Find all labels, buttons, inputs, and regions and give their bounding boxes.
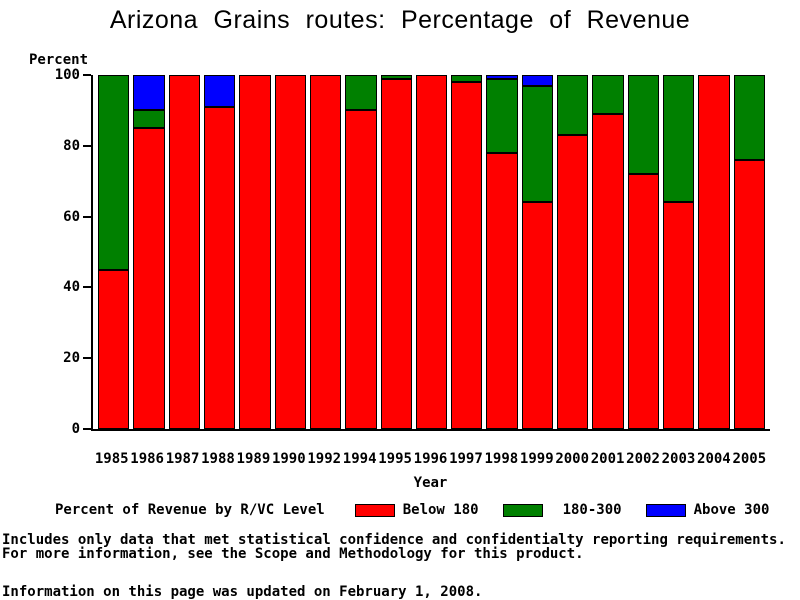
legend-label-below-180: Below 180 [402,502,479,518]
y-tick-label-100: 100 [54,67,80,83]
legend-swatch-above-300 [646,504,686,517]
bar-segment-180-300 [734,75,765,160]
bar-segment-below-180 [204,107,235,429]
y-tick-mark-20 [83,357,91,359]
y-tick-label-60: 60 [63,208,80,225]
bar-segment-below-180 [557,135,588,429]
bar-1997 [451,75,482,429]
x-tick-label-2004: 2004 [697,451,731,467]
bar-segment-180-300 [98,75,129,270]
y-tick-label-20: 20 [63,350,80,367]
chart-title: Arizona Grains routes: Percentage of Revenue [109,6,691,34]
bar-segment-below-180 [698,75,729,429]
bar-segment-below-180 [381,79,412,429]
y-tick-mark-60 [83,216,91,218]
bar-segment-below-180 [663,202,694,429]
bar-segment-below-180 [133,128,164,429]
bar-1999 [522,75,553,429]
bar-2000 [557,75,588,429]
legend-items [355,502,770,518]
legend [55,502,769,518]
x-tick-label-2005: 2005 [732,451,767,467]
x-tick-label-1999: 1999 [519,451,554,467]
bar-1988 [204,75,235,429]
legend-item-below-180 [355,502,479,518]
bar-segment-below-180 [345,110,376,429]
bar-segment-below-180 [734,160,765,429]
bar-2002 [628,75,659,429]
bar-1986 [133,75,164,429]
bar-segment-above-300 [522,75,553,86]
x-tick-label-2002: 2002 [626,451,660,467]
bar-2003 [663,75,694,429]
bar-segment-above-300 [133,75,164,110]
legend-swatch-180-300 [503,504,543,517]
bar-segment-180-300 [133,110,164,128]
y-tick-mark-40 [83,286,91,288]
bar-1985 [98,75,129,429]
y-tick-mark-100 [83,74,91,76]
x-tick-label-1997: 1997 [449,451,483,467]
bar-segment-180-300 [451,75,482,82]
y-tick-label-0: 0 [71,421,80,437]
bar-segment-180-300 [628,75,659,174]
y-tick-mark-80 [83,145,91,147]
bar-segment-below-180 [592,114,623,429]
bar-1994 [345,75,376,429]
bar-segment-180-300 [663,75,694,202]
x-tick-label-1987: 1987 [165,451,200,467]
legend-label-above-300: Above 300 [693,502,770,518]
bar-segment-180-300 [345,75,376,110]
bar-segment-above-300 [204,75,235,107]
bar-segment-below-180 [522,202,553,429]
bar-segment-180-300 [592,75,623,114]
x-tick-label-1988: 1988 [201,451,235,467]
bar-1990 [275,75,306,429]
bar-segment-below-180 [169,75,200,429]
bar-1987 [169,75,200,429]
legend-label-180-300: 180-300 [562,502,622,518]
bar-1989 [239,75,270,429]
bar-1992 [310,75,341,429]
x-tick-label-2003: 2003 [661,451,696,467]
footer-note-line-2: For more information, see the Scope and Methodology for this product. [2,545,584,562]
x-tick-label-1990: 1990 [271,451,306,467]
x-tick-label-1996: 1996 [413,451,448,467]
bars-container [93,75,770,429]
x-tick-label-1992: 1992 [307,451,342,467]
bar-segment-below-180 [98,270,129,429]
bar-1995 [381,75,412,429]
legend-title: Percent of Revenue by R/VC Level [55,502,325,518]
x-tick-label-2001: 2001 [590,451,625,467]
y-tick-label-40: 40 [63,279,80,296]
bar-segment-below-180 [310,75,341,429]
x-tick-label-1989: 1989 [236,451,271,467]
bar-segment-180-300 [522,86,553,203]
bar-2004 [698,75,729,429]
x-tick-label-1995: 1995 [378,451,412,467]
x-tick-label-1985: 1985 [94,451,129,467]
y-axis-title: Percent [29,52,89,68]
y-tick-mark-0 [83,428,91,430]
bar-segment-below-180 [239,75,270,429]
bar-segment-below-180 [451,82,482,429]
bar-segment-below-180 [628,174,659,429]
bar-2005 [734,75,765,429]
bar-segment-below-180 [275,75,306,429]
y-tick-label-80: 80 [63,137,80,154]
footer-note-line-1: Includes only data that met statistical confidence and confidentialty reporting requirements. [2,532,786,548]
x-tick-label-2000: 2000 [555,451,590,467]
legend-item-above-300 [646,502,770,518]
x-axis-labels [91,451,770,467]
plot-area [54,67,770,437]
bar-segment-below-180 [486,153,517,429]
x-tick-label-1986: 1986 [130,451,164,467]
bar-segment-180-300 [486,79,517,153]
x-tick-label-1994: 1994 [342,451,377,467]
bar-segment-180-300 [557,75,588,135]
bar-1996 [416,75,447,429]
bar-2001 [592,75,623,429]
x-axis-title: Year [413,475,448,491]
bar-segment-below-180 [416,75,447,429]
x-tick-label-1998: 1998 [484,451,519,467]
bar-1998 [486,75,517,429]
footer-note [2,534,786,561]
legend-item-180-300 [503,502,622,518]
footer-updated: Information on this page was updated on February 1, 2008. [2,584,483,600]
legend-swatch-below-180 [355,504,395,517]
